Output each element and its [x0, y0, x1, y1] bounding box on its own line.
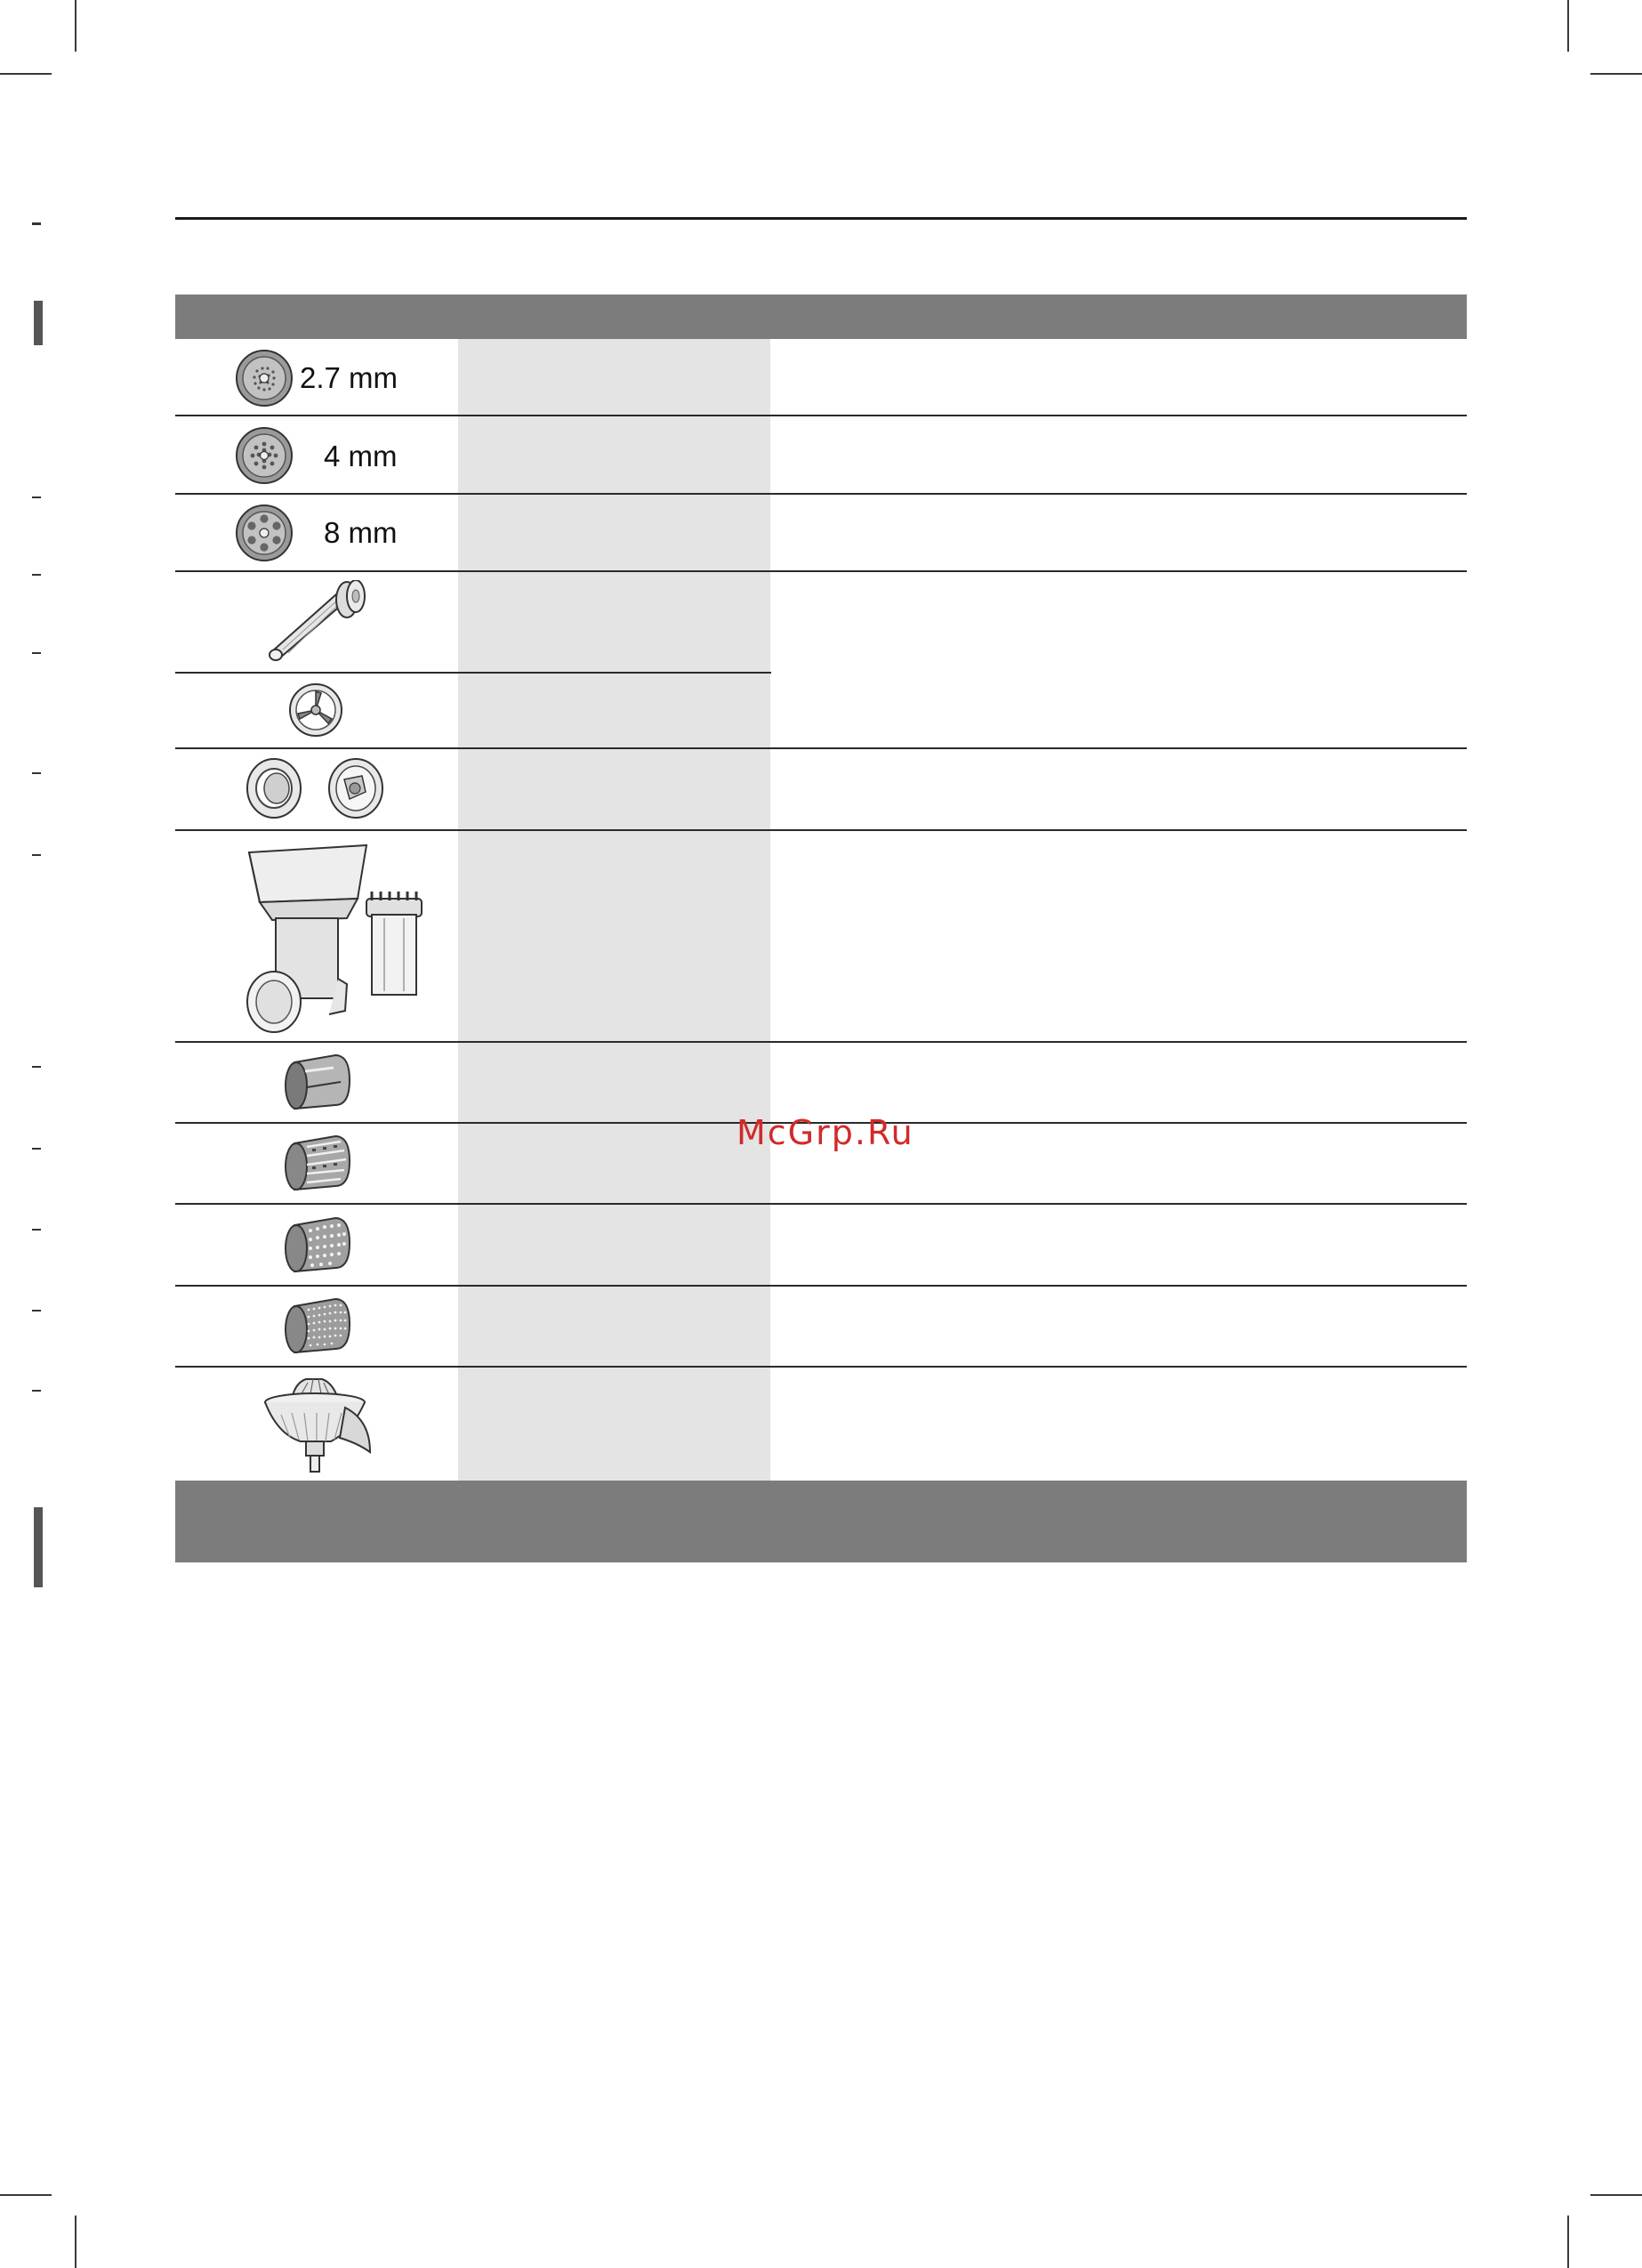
margin-dash	[32, 1148, 41, 1150]
margin-bar	[34, 301, 43, 345]
row-divider	[175, 570, 1467, 572]
crop-mark	[1567, 2216, 1569, 2268]
watermark-text: McGrp.Ru	[736, 1113, 914, 1152]
row-divider	[175, 415, 1467, 416]
crop-mark	[75, 0, 76, 52]
crop-mark	[75, 2216, 76, 2268]
row-divider	[175, 1203, 1467, 1205]
crop-mark	[1590, 2194, 1642, 2196]
margin-dash	[32, 222, 41, 225]
slicing-drum-icon	[282, 1050, 353, 1114]
mincing-disc-medium-icon	[235, 426, 294, 485]
margin-dash	[32, 1390, 41, 1392]
margin-dash	[32, 496, 41, 498]
shredder-housing-icon	[233, 836, 438, 1039]
cutter-blade-icon	[288, 682, 343, 738]
row-divider	[175, 747, 1467, 749]
crop-mark	[1590, 73, 1642, 75]
margin-dash	[32, 1310, 41, 1312]
citrus-press-icon	[260, 1376, 375, 1477]
row-divider	[175, 829, 1467, 831]
mincing-disc-fine-icon	[235, 349, 294, 408]
grating-drum-extra-fine-icon	[282, 1294, 353, 1358]
row-divider	[175, 493, 1467, 495]
margin-dash	[32, 652, 41, 654]
row-divider	[175, 672, 771, 674]
disc-size-label: 4 mm	[324, 440, 398, 472]
row-divider	[175, 1041, 1467, 1043]
crop-mark	[0, 2194, 52, 2196]
margin-bar	[34, 1507, 43, 1587]
margin-dash	[32, 1229, 41, 1231]
row-divider	[175, 1285, 1467, 1287]
grating-drum-coarse-icon	[282, 1131, 353, 1195]
table-header	[175, 295, 1467, 339]
disc-size-label: 8 mm	[324, 516, 398, 549]
margin-dash	[32, 854, 41, 856]
kebbe-attachment-icon	[245, 753, 387, 824]
crop-mark	[0, 73, 52, 75]
sausage-horn-icon	[263, 580, 370, 666]
disc-size-label: 2.7 mm	[300, 361, 398, 394]
top-rule	[175, 217, 1467, 220]
grating-drum-fine-icon	[282, 1213, 353, 1277]
mincing-disc-coarse-icon	[235, 504, 294, 562]
row-divider	[175, 1366, 1467, 1368]
shaded-column	[458, 339, 770, 1481]
margin-dash	[32, 1066, 41, 1068]
margin-dash	[32, 574, 41, 576]
crop-mark	[1567, 0, 1569, 52]
margin-dash	[32, 772, 41, 774]
table-footer	[175, 1481, 1467, 1562]
